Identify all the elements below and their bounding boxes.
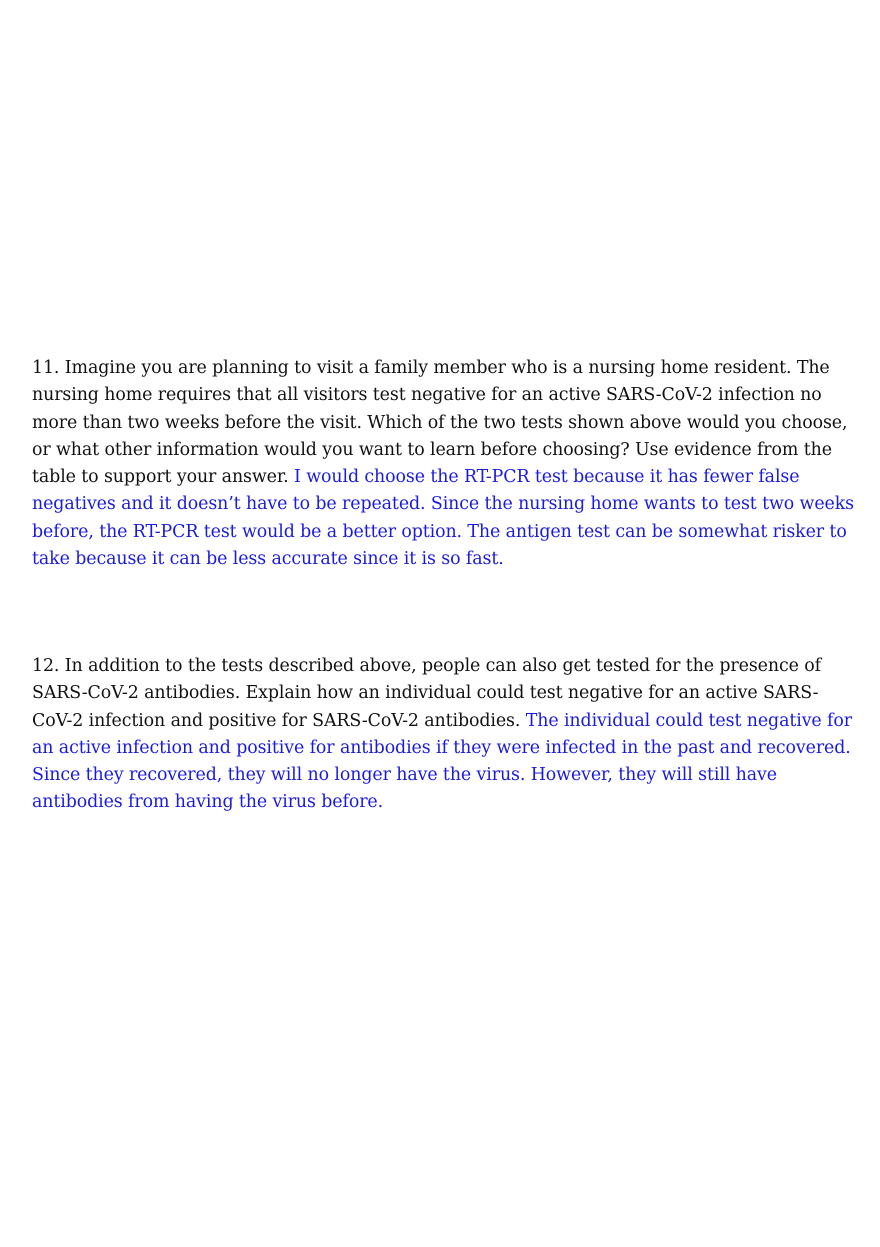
question-12-answer: The individual could test negative for an active infection and positive for antibodies if they were infected in the past and recovered. Since they recovered, they will no longer have the virus. However, they will still have antibodies from having the virus before. (32, 710, 852, 813)
question-11-prompt: 11. Imagine you are planning to visit a family member who is a nursing home resident. The nursing home requires that all visitors test negative for an active SARS-CoV-2 infection no more than two weeks before the visit. Which of the two tests shown above would you choose, or what other information would you want to learn before choosing? Use evidence from the table to support your answer. (32, 358, 848, 488)
question-12 (32, 653, 857, 817)
question-11 (32, 355, 857, 573)
question-11-answer: I would choose the RT-PCR test because it has fewer false negatives and it doesn’t have to be repeated. Since the nursing home wants to test two weeks before, the RT-PCR test would be a better option. The antigen test can be somewhat risker to take because it can be less accurate since it is so fast. (32, 467, 854, 570)
question-12-prompt: 12. In addition to the tests described above, people can also get tested for the presence of SARS-CoV-2 antibodies. Explain how an individual could test negative for an active SARS-CoV-2 infection and positive for SARS-CoV-2 antibodies. (32, 656, 821, 731)
